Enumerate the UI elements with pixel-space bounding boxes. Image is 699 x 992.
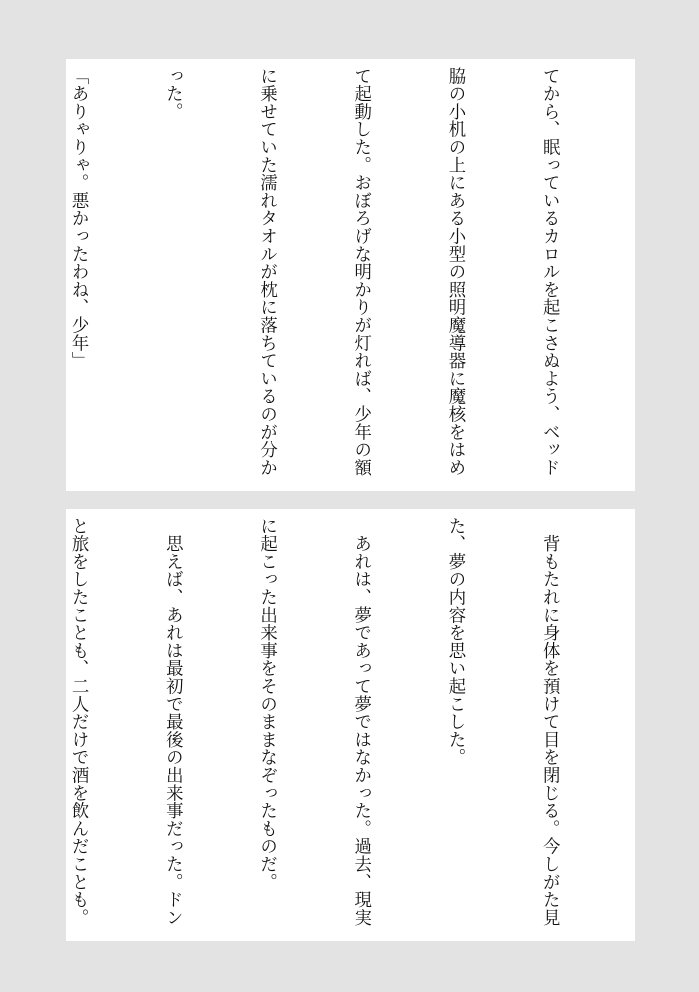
text-line: に起こった出来事をそのままなぞったものだ。 — [256, 517, 277, 891]
manuscript-page-top — [66, 59, 635, 491]
text-line: に乗せていた濡れタオルが枕に落ちているのが分か — [256, 67, 277, 477]
text-line: 脇の小机の上にある小型の照明魔導器に魔核をはめ — [444, 67, 465, 477]
vertical-text-block — [68, 517, 627, 937]
text-line: て起動した。おぼろげな明かりが灯れば、少年の額 — [350, 67, 371, 477]
manuscript-page-bottom — [66, 509, 635, 941]
text-line: た、夢の内容を思い起こした。 — [444, 517, 465, 767]
text-line: 背もたれに身体を預けて目を閉じる。今しがた見 — [539, 517, 560, 927]
text-line: と旅をしたことも、二人だけで酒を飲んだことも。 — [68, 517, 89, 927]
text-line: 思えば、あれは最初で最後の出来事だった。ドン — [162, 517, 183, 927]
vertical-text-block — [68, 67, 627, 487]
text-line: あれは、夢であって夢ではなかった。過去、現実 — [350, 517, 371, 927]
text-line: てから、眠っているカロルを起こさぬよう、ベッド — [539, 67, 560, 477]
text-line: った。 — [162, 67, 183, 121]
text-line: 「ありゃりゃ。悪かったわね、少年」 — [68, 67, 89, 370]
